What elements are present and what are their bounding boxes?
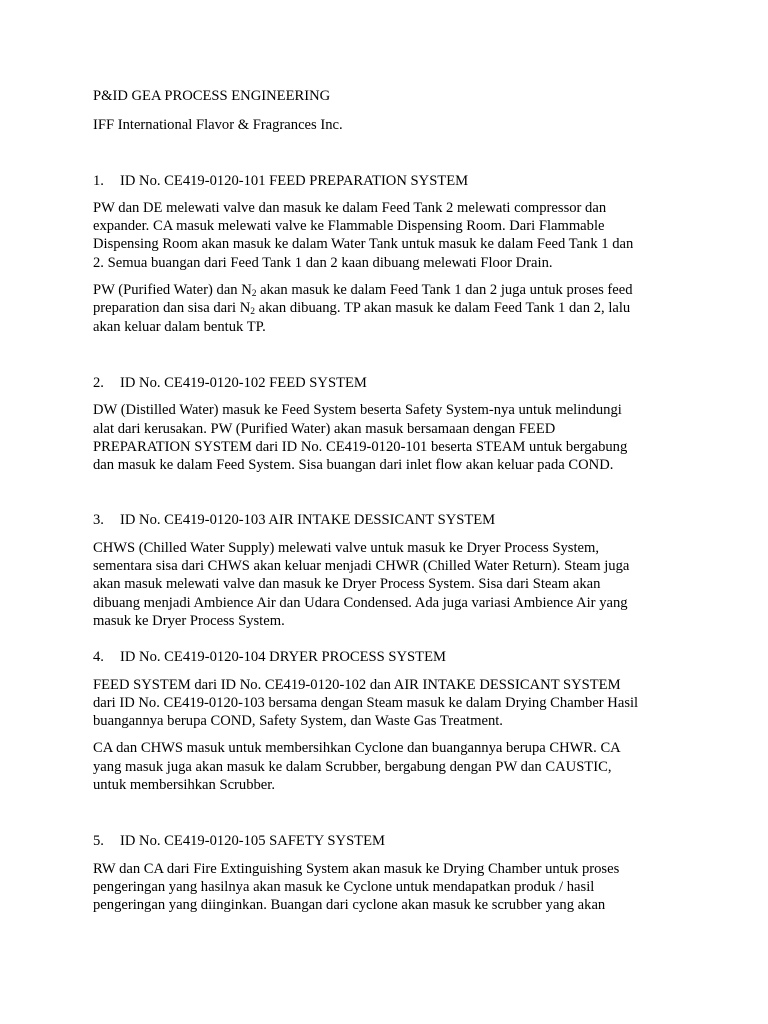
text-line: buangannya berupa COND, Safety System, dan Waste Gas Treatment. — [93, 713, 503, 730]
text-line: PREPARATION SYSTEM dari ID No. CE419-0120-101 beserta STEAM untuk bergabung — [93, 438, 628, 455]
section-title: ID No. CE419-0120-101 FEED PREPARATION SYSTEM — [120, 172, 469, 189]
text-line: Dispensing Room akan masuk ke dalam Water Tank untuk masuk ke dalam Feed Tank 1 dan — [93, 236, 634, 253]
section-title: ID No. CE419-0120-102 FEED SYSTEM — [120, 374, 367, 391]
text-line: dan masuk ke dalam Feed System. Sisa buangan dari inlet flow akan keluar pada COND. — [93, 457, 614, 474]
text-line: untuk membersihkan Scrubber. — [93, 777, 275, 794]
paragraph — [93, 401, 683, 474]
text-line: yang masuk juga akan masuk ke dalam Scrubber, bergabung dengan PW dan CAUSTIC, — [93, 758, 612, 775]
section-heading — [93, 832, 683, 850]
paragraph — [93, 281, 683, 336]
section-number: 3. — [93, 512, 104, 529]
paragraph — [93, 860, 683, 915]
text-line: PW (Purified Water) dan $N_2$ akan masuk ke dalam Feed Tank 1 dan 2 juga untuk proses feed — [93, 282, 633, 300]
section-number: 2. — [93, 374, 104, 391]
section-number: 4. — [93, 649, 104, 666]
company-name: IFF International Flavor & Fragrances Inc. — [93, 117, 343, 134]
section-title: ID No. CE419-0120-104 DRYER PROCESS SYSTEM — [120, 649, 446, 666]
text-line: dari ID No. CE419-0120-103 bersama dengan Steam masuk ke dalam Drying Chamber Hasil — [93, 694, 639, 711]
text-line: sementara sisa dari CHWS akan keluar menjadi CHWR (Chilled Water Return). Steam juga — [93, 558, 630, 575]
paragraph — [93, 676, 683, 731]
text-line: CHWS (Chilled Water Supply) melewati valve untuk masuk ke Dryer Process System, — [93, 539, 600, 556]
text-line: 2. Semua buangan dari Feed Tank 1 dan 2 kaan dibuang melewati Floor Drain. — [93, 254, 553, 271]
text-line: FEED SYSTEM dari ID No. CE419-0120-102 dan AIR INTAKE DESSICANT SYSTEM — [93, 676, 621, 693]
text-line: CA dan CHWS masuk untuk membersihkan Cyclone dan buangannya berupa CHWR. CA — [93, 740, 621, 757]
section-number: 1. — [93, 172, 104, 189]
text-line: akan masuk melewati valve dan masuk ke Dryer Process System. Sisa dari Steam akan — [93, 576, 601, 593]
text-line: expander. CA masuk melewati valve ke Flammable Dispensing Room. Dari Flammable — [93, 218, 605, 235]
section-heading — [93, 172, 683, 190]
document-page — [93, 87, 683, 915]
text-line: pengeringan yang diinginkan. Buangan dari cyclone akan masuk ke scrubber yang akan — [93, 897, 606, 914]
paragraph — [93, 199, 683, 272]
section-heading — [93, 648, 683, 666]
text-line: preparation dan sisa dari $N_2$ akan dibuang. TP akan masuk ke dalam Feed Tank 1 dan 2, lalu — [93, 300, 631, 318]
text-line: DW (Distilled Water) masuk ke Feed System beserta Safety System-nya untuk melindungi — [93, 402, 622, 419]
paragraph — [93, 539, 683, 630]
section-heading — [93, 374, 683, 392]
section-title: ID No. CE419-0120-105 SAFETY SYSTEM — [120, 833, 385, 850]
text-line: RW dan CA dari Fire Extinguishing System akan masuk ke Drying Chamber untuk proses — [93, 860, 620, 877]
section-title: ID No. CE419-0120-103 AIR INTAKE DESSICANT SYSTEM — [120, 512, 496, 529]
text-line: pengeringan yang hasilnya akan masuk ke Cyclone untuk mendapatkan produk / hasil — [93, 878, 595, 895]
text-line: masuk ke Dryer Process System. — [93, 612, 285, 629]
section-heading — [93, 511, 683, 529]
paragraph — [93, 739, 683, 794]
text-line: dibuang menjadi Ambience Air dan Udara Condensed. Ada juga variasi Ambience Air yang — [93, 594, 628, 611]
document-title: P&ID GEA PROCESS ENGINEERING — [93, 88, 331, 104]
section-number: 5. — [93, 833, 104, 850]
text-line: PW dan DE melewati valve dan masuk ke dalam Feed Tank 2 melewati compressor dan — [93, 199, 607, 216]
text-line: akan keluar dalam bentuk TP. — [93, 318, 266, 335]
text-line: alat dari kerusakan. PW (Purified Water) akan masuk bersamaan dengan FEED — [93, 420, 556, 437]
